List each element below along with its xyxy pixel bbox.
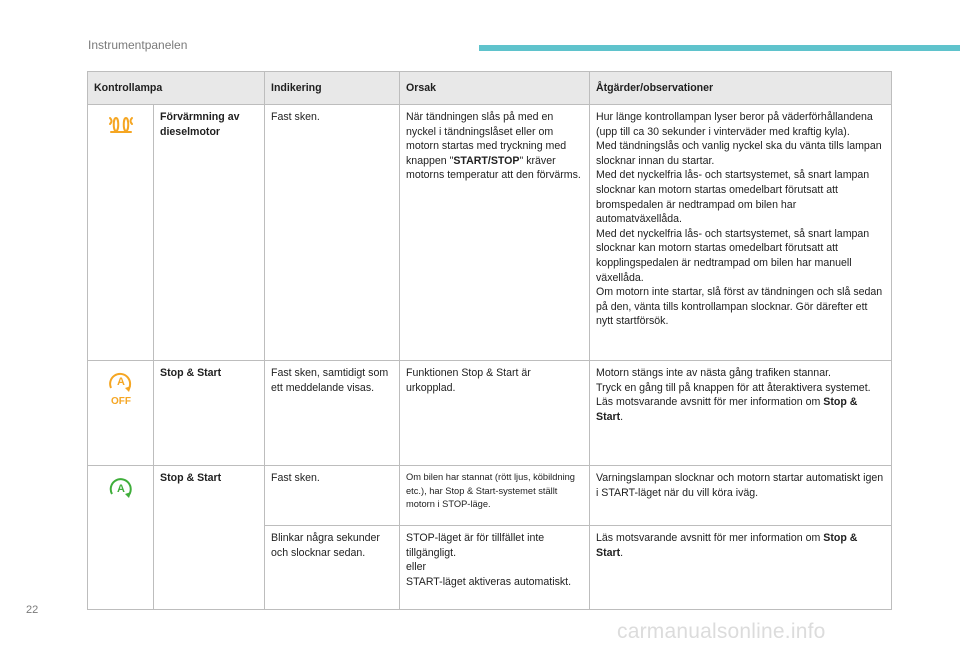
svg-text:A: A [116, 376, 125, 388]
lamp-name: Stop & Start [154, 361, 265, 466]
lamp-cause: Funktionen Stop & Start är urkopplad. [400, 361, 590, 466]
lamp-name: Förvärmning av dieselmotor [154, 105, 265, 361]
cause-bold-button-name: START/STOP [453, 154, 520, 167]
action-line: Med tändningslås och vanlig nyckel ska du vänta tills lampan slocknar innan du startar. [596, 140, 882, 167]
header-indikering: Indikering [265, 72, 400, 105]
lamp-indication: Fast sken. [265, 105, 400, 361]
action-line: Motorn stängs inte av nästa gång trafiken stannar. [596, 367, 831, 379]
lamp-name: Stop & Start [154, 466, 265, 610]
warning-lamp-table [87, 71, 892, 610]
action-end: . [620, 410, 624, 423]
action-line: Om motorn inte startar, slå först av tändningen och slå sedan på den, vänta tills kontrollampan slocknar. Gör därefter ett nytt startförsök. [596, 286, 883, 328]
action-line [596, 395, 885, 424]
action-line: Med det nyckelfria lås- och startsystemet, så snart lampan slocknar kan motorn startas omedelbart förutsatt att bromspedalen är nedtrampad om bilen har automatväxellåda. [596, 169, 870, 226]
lamp-actions [590, 526, 892, 610]
lamp-icon-cell [88, 105, 154, 361]
svg-text:OFF: OFF [110, 396, 131, 405]
lamp-indication: Fast sken. [265, 466, 400, 526]
action-text: Läs motsvarande avsnitt för mer information om [596, 396, 824, 409]
action-end: . [620, 546, 624, 559]
stop-start-off-icon [106, 371, 136, 405]
header-kontrollampa: Kontrollampa [88, 72, 265, 105]
cause-line: eller [406, 561, 427, 574]
lamp-indication: Blinkar några sekunder och slocknar sedan. [265, 526, 400, 610]
lamp-actions: Varningslampan slocknar och motorn startar automatiskt igen i START-läget när du vill köra iväg. [590, 466, 892, 526]
table-row [88, 361, 892, 466]
table-row [88, 466, 892, 526]
header-accent-bar [479, 45, 960, 51]
action-text: Läs motsvarande avsnitt för mer information om [596, 532, 824, 544]
action-line: Hur länge kontrollampan lyser beror på väderförhållandena (upp till ca 30 sekunder i vinterväder med kraftig kyla). [596, 111, 873, 138]
table-row [88, 105, 892, 361]
lamp-icon-cell [88, 361, 154, 466]
svg-text:A: A [116, 483, 125, 495]
action-line: Tryck en gång till på knappen för att återaktivera systemet. [596, 381, 871, 394]
lamp-cause: När tändningen slås på med en nyckel i tändningslåset eller om motorn startas med tryckning med knappen "START/STOP" kräver motorns temperatur att den förvärms. [400, 105, 590, 361]
glow-plug-icon [108, 115, 134, 135]
lamp-actions [590, 105, 892, 361]
lamp-icon-cell [88, 466, 154, 610]
action-bold-ref: Stop & Start [596, 532, 858, 559]
action-line: Med det nyckelfria lås- och startsystemet, så snart lampan slocknar kan motorn startas omedelbart förutsatt att kopplingspedalen är nedtrampad om bilen har manuell växellåda. [596, 227, 870, 284]
stop-start-active-icon [107, 476, 135, 502]
cause-line: START-läget aktiveras automatiskt. [406, 575, 572, 588]
cause-line: STOP-läget är för tillfället inte tillgängligt. [406, 532, 545, 559]
lamp-actions [590, 361, 892, 466]
page-number: 22 [26, 604, 39, 616]
page-section-title: Instrumentpanelen [88, 38, 188, 52]
header-orsak: Orsak [400, 72, 590, 105]
table-header-row [88, 72, 892, 105]
action-bold-ref: Stop & Start [596, 396, 858, 423]
header-atgarder: Åtgärder/observationer [590, 72, 892, 105]
lamp-indication: Fast sken, samtidigt som ett meddelande visas. [265, 361, 400, 466]
lamp-cause [400, 526, 590, 610]
watermark-text: carmanualsonline.info [617, 620, 826, 643]
lamp-cause: Om bilen har stannat (rött ljus, köbildning etc.), har Stop & Start-systemet ställt motorn i STOP-läge. [400, 466, 590, 526]
